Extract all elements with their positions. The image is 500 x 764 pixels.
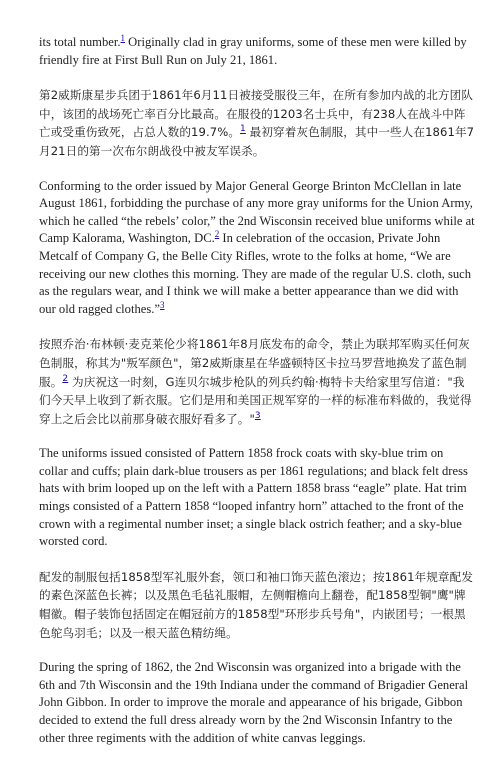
english-paragraph [39,659,475,747]
paragraph-text: Conforming to the order issued by Major General George Brinton McClellan in late August 1861, forbidding the purchase of any more gray uniforms for the Union Army, which he called “the rebels’ color,” the 2nd Wisconsin received blue uniforms while at Camp Kalorama, Washington, DC. [39,178,475,246]
chinese-paragraph [39,568,475,642]
footnote-link[interactable]: 2 [214,229,220,240]
paragraph-text: 第2威斯康星步兵团于1861年6月11日被接受服役三年，在所有参加内战的北方团队中，该团的战场死亡率百分比最高。在服役的1203名士兵中，有238人在战斗中阵亡或受重伤致死，占总人数的19.7%。 [39,88,474,140]
paragraph-text: 为庆祝这一时刻，G连贝尔城步枪队的列兵约翰·梅特卡夫给家里写信道："我们今天早上收到了新衣服。它们是用和美国正规军穿的一样的标准布料做的，我觉得穿上之后会比以前那身破衣服好看多了。" [39,374,472,426]
paragraph-text: The uniforms issued consisted of Pattern 1858 frock coats with sky-blue trim on collar and cuffs; plain dark-blue trousers as per 1861 regulations; and black felt dress hats with brim looped up on the left with a Pattern 1858 brass “eagle” plate. Hat trim mings consisted of a Pattern 1858 “looped infantry horn” attached to the front of the crown with a regimental number inset; a single black ostrich feather; and a sky-blue worsted cord. [39,446,468,549]
paragraph-text: In celebration of the occasion, Private John Metcalf of Company G, the Belle City Rifles, wrote to the folks at home, “We are receiving our new clothes this morning. They are made of the regular U.S. cloth, such as the regulars wear, and I think we will make a better appearance than we did with our old ragged clothes.” [39,231,472,316]
chinese-paragraph [39,86,475,160]
footnote-link[interactable]: 2 [62,373,69,384]
chinese-paragraph [39,335,475,428]
paragraph-text: Originally clad in gray uniforms, some of these men were killed by friendly fire at First Bull Run on July 21, 1861. [39,35,467,67]
paragraph-text: 配发的制服包括1858型军礼服外套，领口和袖口饰天蓝色滚边；按1861年规章配发的素色深蓝色长裤；以及黑色毛毡礼服帽，左侧帽檐向上翻卷，配1858型铜"鹰"牌帽徽。帽子装饰包括固定在帽冠前方的1858型"环形步兵号角"，内嵌团号；一根黑色鸵鸟羽毛；以及一根天蓝色精纺绳。 [39,569,474,640]
paragraph-text: 按照乔治·布林顿·麦克莱伦少将1861年8月底发布的命令，禁止为联邦军购买任何灰色制服，称其为"叛军颜色"，第2威斯康星在华盛顿特区卡拉马罗营地换发了蓝色制服。 [39,337,470,389]
paragraph-text: During the spring of 1862, the 2nd Wisconsin was organized into a brigade with the 6th and 7th Wisconsin and the 19th Indiana under the command of Brigadier General John Gibbon. In order to improve the morale and appearance of his brigade, Gibbon decided to extend the full dress already worn by the 2nd Wisconsin Infantry to the other three regiments with the addition of white canvas leggings. [39,660,469,745]
footnote-link[interactable]: 3 [254,410,261,421]
paragraph-text: its total number. [39,35,121,49]
footnote-link[interactable]: 3 [160,299,165,310]
document-body [39,34,475,764]
english-paragraph [39,178,475,319]
paragraph-text: 最初穿着灰色制服，其中一些人在1861年7月21日的第一次布尔朗战役中被友军误杀。 [39,125,475,158]
english-paragraph [39,445,475,551]
footnote-link[interactable]: 1 [120,32,126,43]
english-paragraph [39,34,475,69]
footnote-link[interactable]: 1 [240,124,246,135]
